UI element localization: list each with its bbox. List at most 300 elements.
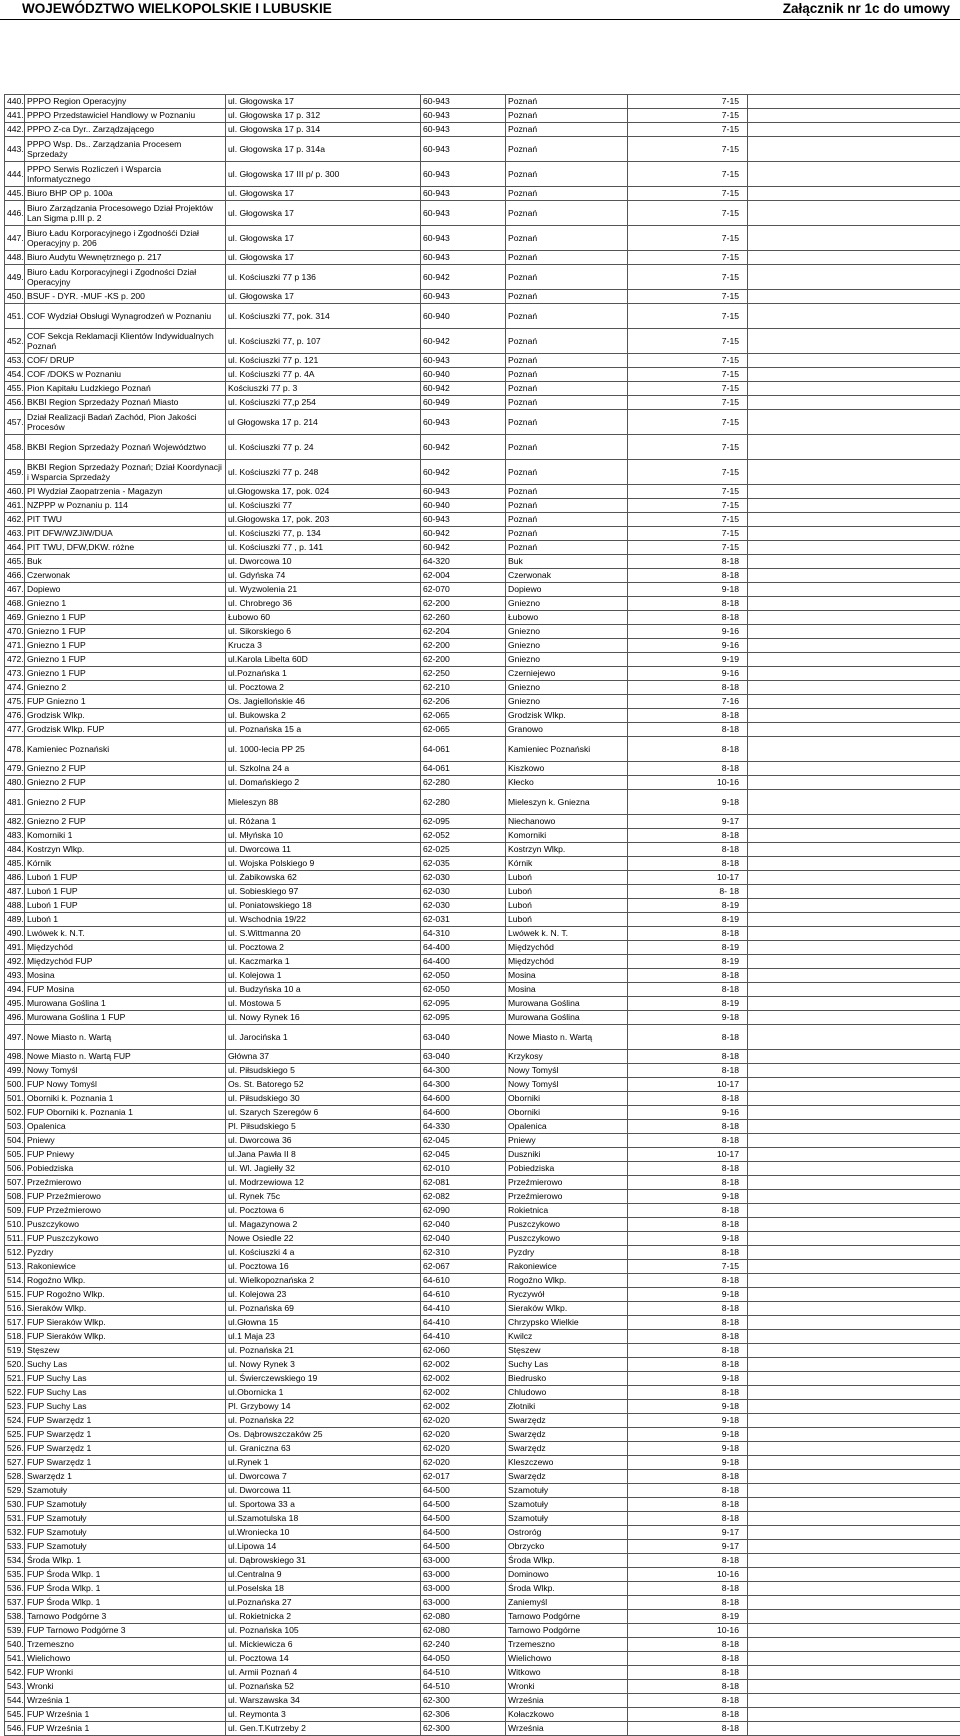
postal-code: 64-061 [421,737,506,762]
empty-cell [748,527,960,541]
city: Obrzycko [506,1540,628,1554]
table-row [5,1330,960,1344]
street-address: ul. Piłsudskiego 5 [226,1064,421,1078]
opening-hours: 8-19 [628,913,748,927]
row-number: 500. [5,1078,25,1092]
postal-code: 62-280 [421,776,506,790]
table-row [5,871,960,885]
postal-code: 62-002 [421,1400,506,1414]
city: Murowana Goślina [506,1011,628,1025]
empty-cell [748,123,960,137]
empty-cell [748,1246,960,1260]
empty-cell [748,1134,960,1148]
empty-cell [748,737,960,762]
city: Wronki [506,1680,628,1694]
empty-cell [748,329,960,354]
row-number: 545. [5,1708,25,1722]
location-name: Kostrzyn Wlkp. [25,843,226,857]
opening-hours: 9-18 [628,1428,748,1442]
opening-hours: 7-15 [628,396,748,410]
row-number: 454. [5,368,25,382]
city: Czerwonak [506,569,628,583]
postal-code: 62-065 [421,709,506,723]
table-row [5,137,960,162]
row-number: 542. [5,1666,25,1680]
city: Poznań [506,251,628,265]
city: Pobiedziska [506,1162,628,1176]
postal-code: 64-410 [421,1330,506,1344]
opening-hours: 7-15 [628,109,748,123]
opening-hours: 9-18 [628,1414,748,1428]
empty-cell [748,997,960,1011]
location-name: Biuro BHP OP p. 100a [25,187,226,201]
postal-code: 60-943 [421,137,506,162]
opening-hours: 10-16 [628,1624,748,1638]
location-name: Sieraków Wlkp. [25,1302,226,1316]
empty-cell [748,1344,960,1358]
row-number: 524. [5,1414,25,1428]
empty-cell [748,1722,960,1736]
page-title: WOJEWÓDZTWO WIELKOPOLSKIE I LUBUSKIE [22,1,332,16]
street-address: ul. Poznańska 15 a [226,723,421,737]
row-number: 482. [5,815,25,829]
table-row [5,304,960,329]
street-address: ul. Magazynowa 2 [226,1218,421,1232]
empty-cell [748,396,960,410]
location-name: FUP Września 1 [25,1708,226,1722]
street-address: ul. Sobieskiego 97 [226,885,421,899]
opening-hours: 8-18 [628,829,748,843]
city: Granowo [506,723,628,737]
table-row [5,1442,960,1456]
street-address: ul. Piłsudskiego 30 [226,1092,421,1106]
city: Stęszew [506,1344,628,1358]
location-name: Buk [25,555,226,569]
row-number: 448. [5,251,25,265]
row-number: 490. [5,927,25,941]
empty-cell [748,460,960,485]
table-row [5,162,960,187]
empty-cell [748,1470,960,1484]
street-address: ul. Gdyńska 74 [226,569,421,583]
opening-hours: 8-18 [628,1134,748,1148]
street-address: ul. Poznańska 52 [226,1680,421,1694]
table-row [5,435,960,460]
street-address: ul.Karola Libelta 60D [226,653,421,667]
opening-hours: 8-18 [628,1596,748,1610]
row-number: 449. [5,265,25,290]
city: Złotniki [506,1400,628,1414]
opening-hours: 7-15 [628,485,748,499]
opening-hours: 8-18 [628,1666,748,1680]
row-number: 472. [5,653,25,667]
opening-hours: 9-16 [628,1106,748,1120]
city: Swarzędz [506,1428,628,1442]
location-name: BKBI Region Sprzedaży Poznań; Dział Koordynacji i Wsparcia Sprzedaży [25,460,226,485]
opening-hours: 9-16 [628,639,748,653]
city: Poznań [506,499,628,513]
table-row [5,1302,960,1316]
postal-code: 60-949 [421,396,506,410]
city: Lwówek k. N. T. [506,927,628,941]
empty-cell [748,499,960,513]
city: Kłecko [506,776,628,790]
row-number: 532. [5,1526,25,1540]
row-number: 464. [5,541,25,555]
opening-hours: 8- 18 [628,885,748,899]
street-address: ul. Świerczewskiego 19 [226,1372,421,1386]
city: Opalenica [506,1120,628,1134]
header-divider [0,19,960,20]
opening-hours: 8-18 [628,611,748,625]
row-number: 457. [5,410,25,435]
opening-hours: 8-18 [628,1218,748,1232]
postal-code: 64-510 [421,1666,506,1680]
street-address: Pl. Grzybowy 14 [226,1400,421,1414]
row-number: 476. [5,709,25,723]
row-number: 475. [5,695,25,709]
location-name: Trzemeszno [25,1638,226,1652]
table-row [5,569,960,583]
opening-hours: 8-18 [628,723,748,737]
location-name: PPPO Wsp. Ds.. Zarządzania Procesem Sprzedaży [25,137,226,162]
city: Chludowo [506,1386,628,1400]
street-address: ul. Szarych Szeregów 6 [226,1106,421,1120]
location-name: FUP Sieraków Wlkp. [25,1316,226,1330]
location-name: PIT TWU, DFW,DKW. różne [25,541,226,555]
opening-hours: 7-15 [628,527,748,541]
postal-code: 62-002 [421,1358,506,1372]
table-row [5,1218,960,1232]
empty-cell [748,290,960,304]
row-number: 477. [5,723,25,737]
street-address: ul. Wl. Jagiełły 32 [226,1162,421,1176]
postal-code: 64-050 [421,1652,506,1666]
table-row [5,653,960,667]
opening-hours: 8-18 [628,1316,748,1330]
row-number: 504. [5,1134,25,1148]
table-row [5,776,960,790]
table-row [5,1694,960,1708]
opening-hours: 8-18 [628,1680,748,1694]
street-address: ul. Głogowska 17 [226,187,421,201]
city: Kiszkowo [506,762,628,776]
city: Czerniejewo [506,667,628,681]
row-number: 544. [5,1694,25,1708]
city: Nowy Tomyśl [506,1064,628,1078]
street-address: Główna 37 [226,1050,421,1064]
street-address: ul. Mickiewicza 6 [226,1638,421,1652]
street-address: ul. Kościuszki 77 p 136 [226,265,421,290]
street-address: ul. Kościuszki 77, p. 134 [226,527,421,541]
location-name: Nowe Miasto n. Wartą FUP [25,1050,226,1064]
row-number: 471. [5,639,25,653]
street-address: ul. Kościuszki 77 p. 4A [226,368,421,382]
row-number: 488. [5,899,25,913]
opening-hours: 7-15 [628,265,748,290]
row-number: 523. [5,1400,25,1414]
location-name: FUP Września 1 [25,1722,226,1736]
city: Komorniki [506,829,628,843]
opening-hours: 8-18 [628,1025,748,1050]
postal-code: 62-200 [421,597,506,611]
postal-code: 62-200 [421,639,506,653]
table-row [5,941,960,955]
location-name: Gniezno 2 FUP [25,762,226,776]
empty-cell [748,639,960,653]
table-row [5,1386,960,1400]
empty-cell [748,583,960,597]
opening-hours: 8-18 [628,681,748,695]
opening-hours: 8-18 [628,737,748,762]
postal-code: 64-600 [421,1106,506,1120]
row-number: 491. [5,941,25,955]
opening-hours: 8-18 [628,1120,748,1134]
row-number: 521. [5,1372,25,1386]
row-number: 543. [5,1680,25,1694]
location-name: Tarnowo Podgórne 3 [25,1610,226,1624]
city: Luboń [506,871,628,885]
postal-code: 60-942 [421,541,506,555]
postal-code: 62-080 [421,1610,506,1624]
postal-code: 62-070 [421,583,506,597]
street-address: ul. Głogowska 17 [226,290,421,304]
opening-hours: 8-19 [628,899,748,913]
city: Rogoźno Wlkp. [506,1274,628,1288]
table-row [5,1638,960,1652]
city: Pniewy [506,1134,628,1148]
location-name: PPPO Region Operacyjny [25,95,226,109]
street-address: ul. Żabikowska 62 [226,871,421,885]
city: Poznań [506,541,628,555]
empty-cell [748,983,960,997]
postal-code: 64-330 [421,1120,506,1134]
street-address: Os. Dąbrowszczaków 25 [226,1428,421,1442]
street-address: ul. Warszawska 34 [226,1694,421,1708]
postal-code: 62-240 [421,1638,506,1652]
row-number: 461. [5,499,25,513]
location-name: Gniezno 1 FUP [25,611,226,625]
street-address: ul.1 Maja 23 [226,1330,421,1344]
opening-hours: 8-18 [628,1302,748,1316]
postal-code: 60-943 [421,226,506,251]
street-address: ul. Mostowa 5 [226,997,421,1011]
city: Rakoniewice [506,1260,628,1274]
table-row [5,955,960,969]
location-name: COF Wydział Obsługi Wynagrodzeń w Poznaniu [25,304,226,329]
city: Poznań [506,410,628,435]
table-row [5,583,960,597]
row-number: 531. [5,1512,25,1526]
city: Mosina [506,969,628,983]
city: Gniezno [506,681,628,695]
street-address: ul.Rynek 1 [226,1456,421,1470]
postal-code: 62-080 [421,1624,506,1638]
row-number: 459. [5,460,25,485]
location-name: COF/ DRUP [25,354,226,368]
postal-code: 64-300 [421,1078,506,1092]
city: Poznań [506,396,628,410]
postal-code: 62-020 [421,1442,506,1456]
city: Poznań [506,201,628,226]
table-row [5,1680,960,1694]
opening-hours: 7-15 [628,95,748,109]
street-address: ul. Głogowska 17 [226,251,421,265]
opening-hours: 8-18 [628,1246,748,1260]
row-number: 484. [5,843,25,857]
row-number: 440. [5,95,25,109]
city: Przeźmierowo [506,1190,628,1204]
table-row [5,1722,960,1736]
empty-cell [748,1666,960,1680]
empty-cell [748,1176,960,1190]
table-row [5,597,960,611]
row-number: 520. [5,1358,25,1372]
table-row [5,1470,960,1484]
table-row [5,410,960,435]
row-number: 469. [5,611,25,625]
postal-code: 60-943 [421,123,506,137]
location-name: Dział Realizacji Badań Zachód, Pion Jakości Procesów [25,410,226,435]
city: Kołaczkowo [506,1708,628,1722]
street-address: ul. Dworcowa 36 [226,1134,421,1148]
city: Gniezno [506,639,628,653]
empty-cell [748,485,960,499]
row-number: 535. [5,1568,25,1582]
table-row [5,695,960,709]
city: Poznań [506,137,628,162]
postal-code: 64-610 [421,1288,506,1302]
city: Swarzędz [506,1470,628,1484]
opening-hours: 9-18 [628,1400,748,1414]
table-row [5,1134,960,1148]
empty-cell [748,1596,960,1610]
opening-hours: 7-15 [628,162,748,187]
empty-cell [748,1358,960,1372]
city: Ryczywół [506,1288,628,1302]
street-address: ul. Rynek 75c [226,1190,421,1204]
city: Poznań [506,368,628,382]
street-address: ul. Kaczmarka 1 [226,955,421,969]
city: Tarnowo Podgórne [506,1624,628,1638]
street-address: ul. Pocztowa 2 [226,941,421,955]
row-number: 443. [5,137,25,162]
postal-code: 62-060 [421,1344,506,1358]
row-number: 517. [5,1316,25,1330]
location-name: FUP Mosina [25,983,226,997]
opening-hours: 7-15 [628,1260,748,1274]
city: Szamotuły [506,1484,628,1498]
postal-code: 63-040 [421,1025,506,1050]
table-row [5,1260,960,1274]
postal-code: 60-942 [421,329,506,354]
city: Murowana Goślina [506,997,628,1011]
row-number: 445. [5,187,25,201]
city: Szamotuły [506,1512,628,1526]
postal-code: 64-500 [421,1526,506,1540]
empty-cell [748,1652,960,1666]
row-number: 536. [5,1582,25,1596]
table-row [5,1582,960,1596]
opening-hours: 7-16 [628,695,748,709]
city: Dominowo [506,1568,628,1582]
empty-cell [748,304,960,329]
table-row [5,123,960,137]
location-name: Międzychód FUP [25,955,226,969]
city: Poznań [506,95,628,109]
opening-hours: 8-18 [628,1050,748,1064]
postal-code: 62-065 [421,723,506,737]
row-number: 539. [5,1624,25,1638]
opening-hours: 9-17 [628,815,748,829]
postal-code: 60-943 [421,162,506,187]
row-number: 485. [5,857,25,871]
city: Luboń [506,913,628,927]
postal-code: 64-510 [421,1680,506,1694]
location-name: NZPPP w Poznaniu p. 114 [25,499,226,513]
row-number: 446. [5,201,25,226]
row-number: 497. [5,1025,25,1050]
row-number: 534. [5,1554,25,1568]
empty-cell [748,1442,960,1456]
table-row [5,843,960,857]
street-address: ul. Głogowska 17 p. 314a [226,137,421,162]
location-name: PPPO Serwis Rozliczeń i Wsparcia Informatycznego [25,162,226,187]
street-address: ul. Dąbrowskiego 31 [226,1554,421,1568]
opening-hours: 9-18 [628,1288,748,1302]
opening-hours: 8-18 [628,843,748,857]
postal-code: 62-095 [421,815,506,829]
opening-hours: 8-18 [628,1708,748,1722]
location-name: Luboń 1 FUP [25,885,226,899]
table-row [5,1148,960,1162]
row-number: 546. [5,1722,25,1736]
street-address: ul.Centralna 9 [226,1568,421,1582]
opening-hours: 8-18 [628,969,748,983]
street-address: Łubowo 60 [226,611,421,625]
opening-hours: 9-18 [628,1372,748,1386]
location-name: Mosina [25,969,226,983]
postal-code: 62-002 [421,1372,506,1386]
postal-code: 62-067 [421,1260,506,1274]
postal-code: 64-500 [421,1512,506,1526]
empty-cell [748,569,960,583]
postal-code: 63-000 [421,1582,506,1596]
row-number: 533. [5,1540,25,1554]
empty-cell [748,251,960,265]
row-number: 447. [5,226,25,251]
opening-hours: 10-16 [628,1568,748,1582]
empty-cell [748,885,960,899]
table-row [5,95,960,109]
postal-code: 62-030 [421,885,506,899]
opening-hours: 9-17 [628,1540,748,1554]
row-number: 514. [5,1274,25,1288]
row-number: 501. [5,1092,25,1106]
street-address: ul. S.Wittmanna 20 [226,927,421,941]
location-name: FUP Suchy Las [25,1372,226,1386]
postal-code: 64-500 [421,1484,506,1498]
postal-code: 60-942 [421,527,506,541]
postal-code: 64-400 [421,955,506,969]
location-name: Dopiewo [25,583,226,597]
opening-hours: 7-15 [628,137,748,162]
empty-cell [748,1120,960,1134]
empty-cell [748,1162,960,1176]
location-name: Międzychód [25,941,226,955]
empty-cell [748,1274,960,1288]
street-address: ul. Sportowa 33 a [226,1498,421,1512]
